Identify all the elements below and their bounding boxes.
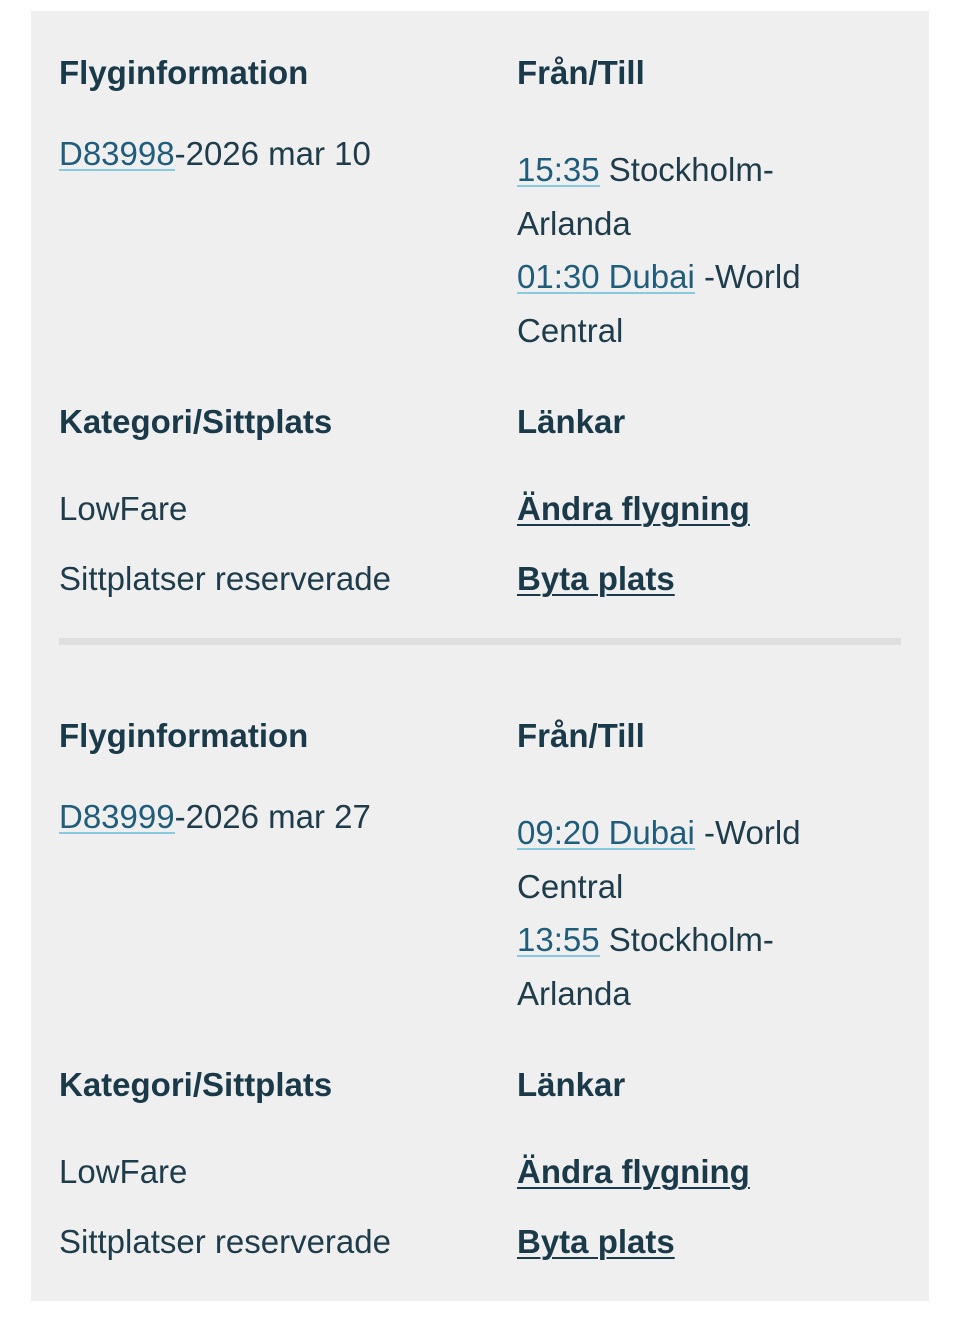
change-seat-link[interactable]: Byta plats xyxy=(517,1223,675,1260)
flight-info-heading: Flyginformation xyxy=(59,717,309,754)
section-divider xyxy=(59,638,901,645)
change-flight-link[interactable]: Ändra flygning xyxy=(517,1153,750,1190)
links-heading: Länkar xyxy=(517,1066,626,1103)
category-heading: Kategori/Sittplats xyxy=(59,1066,333,1103)
arrival-city-cont: Arlanda xyxy=(517,974,631,1012)
departure-city-link[interactable]: Dubai xyxy=(600,818,695,850)
route-details xyxy=(517,806,857,1020)
departure-city-cont: Central xyxy=(517,867,624,905)
departure-time-link[interactable]: 09:20 xyxy=(517,814,600,851)
flight-number-date xyxy=(59,132,371,176)
category-heading: Kategori/Sittplats xyxy=(59,403,333,440)
departure-city-cont: Arlanda xyxy=(517,204,631,242)
arrival-city: Stockholm- xyxy=(608,921,774,959)
departure-city-rest: -World xyxy=(694,814,801,851)
arrival-line xyxy=(517,913,857,967)
change-flight-link[interactable]: Ändra flygning xyxy=(517,490,750,527)
flight-date: -2026 mar 10 xyxy=(174,135,371,172)
flight-info-heading: Flyginformation xyxy=(59,54,309,91)
arrival-line xyxy=(517,250,857,304)
fare-class: LowFare xyxy=(59,490,188,527)
flight-number-link[interactable]: D83999 xyxy=(59,798,175,835)
flight-number-date xyxy=(59,795,371,839)
route-heading: Från/Till xyxy=(517,717,645,754)
seat-status: Sittplatser reserverade xyxy=(59,560,391,597)
seat-status: Sittplatser reserverade xyxy=(59,1223,391,1260)
arrival-time-link[interactable]: 01:30 xyxy=(517,258,600,296)
departure-line xyxy=(517,143,857,197)
route-heading: Från/Till xyxy=(517,54,645,91)
arrival-time-link[interactable]: 13:55 xyxy=(517,921,600,959)
route-details xyxy=(517,143,857,357)
arrival-city-link[interactable]: Dubai xyxy=(600,262,695,294)
flight-number-link[interactable]: D83998 xyxy=(59,135,175,172)
flight-date: -2026 mar 27 xyxy=(174,798,371,835)
change-seat-link[interactable]: Byta plats xyxy=(517,560,675,597)
links-heading: Länkar xyxy=(517,403,626,440)
arrival-city-cont: Central xyxy=(517,311,624,349)
booking-card xyxy=(31,11,929,1301)
departure-time-link[interactable]: 15:35 xyxy=(517,151,600,188)
departure-city: Stockholm- xyxy=(608,151,774,188)
arrival-city-rest: -World xyxy=(694,258,801,296)
fare-class: LowFare xyxy=(59,1153,188,1190)
departure-line xyxy=(517,806,857,860)
